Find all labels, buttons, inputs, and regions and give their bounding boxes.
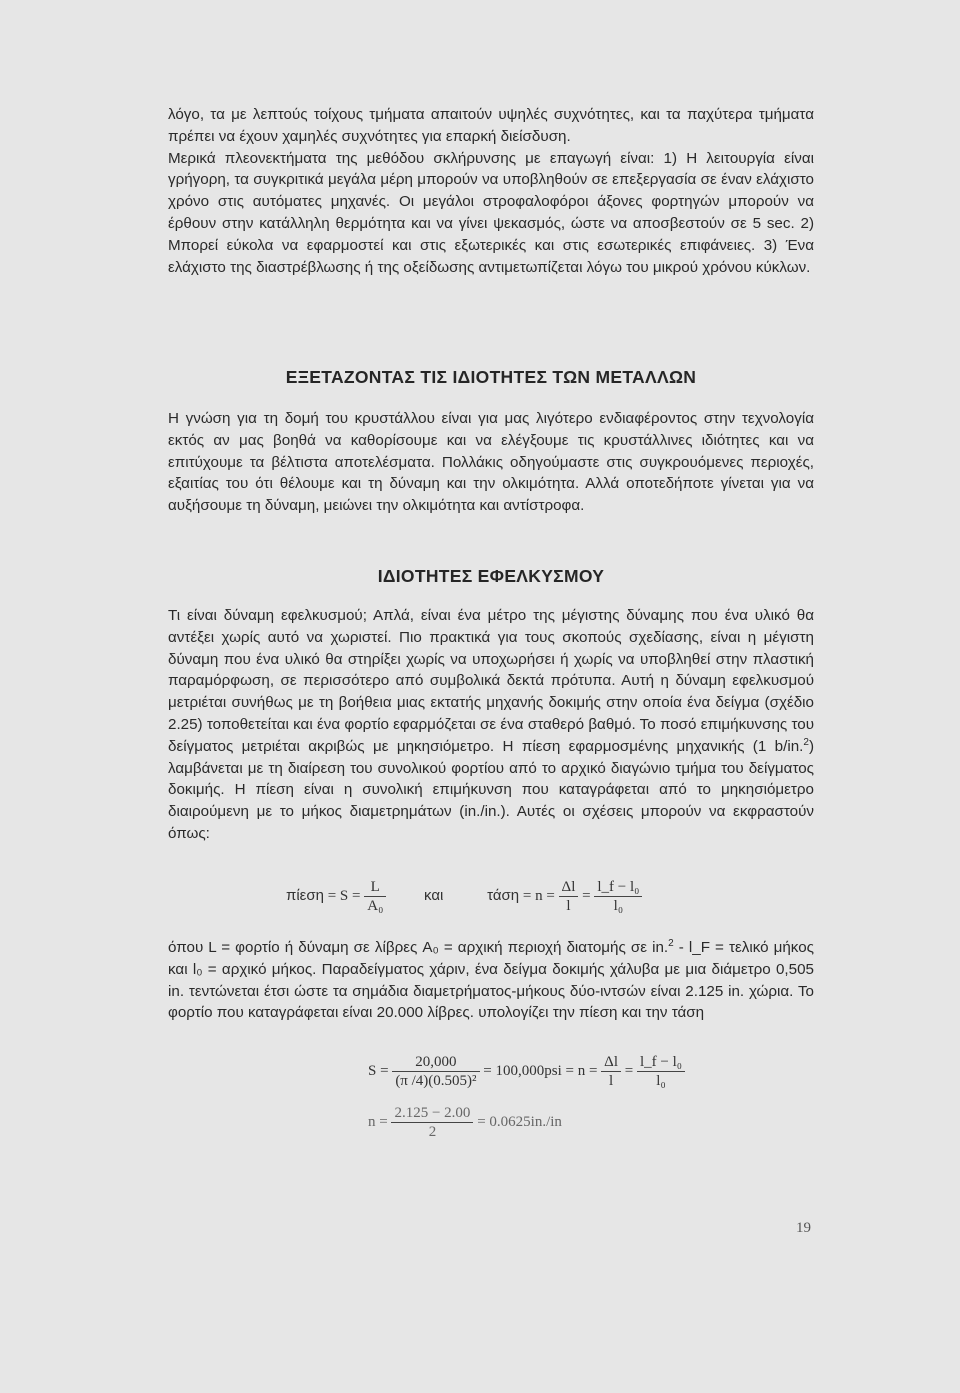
definitions-superscript: 2 — [668, 937, 674, 949]
section2-text-a: Τι είναι δύναμη εφελκυσμού; Απλά, είναι ένα μέτρο της μέγιστης δύναμης που ένα υλικό θα αντέξει χωρίς αυτό να χωριστεί. Πιο πρακτικά για τους σκοπούς σχεδίασης, είναι η μέγιστη δύναμη που ένα υλικό θα στηρίξει χωρίς να υποχωρήσει ή χωρίς να υποβληθεί στην πλαστική παραμόρφωση, σε περισσότερο από συμβολικά δεκτά πρότυπα. Αυτή η δύναμη εφελκυσμού μετριέται συνήθως με τη βοήθεια μιας εκτατής μηχανής δοκιμής στην οποία ένα δείγμα (σχέδιο 2.25) τοποθετείται και ένα φορτίο εφαρμόζεται σε ένα σταθερό βαθμό. Το ποσό επιμήκυνσης του δείγματος μετριέται ακριβώς με μηκησιόμετρο. Η πίεση εφαρμοσμένης μηχανικής (1 b/in. — [168, 607, 814, 755]
strain-label: τάση — [487, 886, 520, 904]
strain-denominator-1: l — [566, 898, 571, 914]
section1-body — [168, 408, 814, 517]
stress-calc-denominator-3: l₀ — [656, 1073, 666, 1089]
intro-paragraph-2: Μερικά πλεονεκτήματα της μεθόδου σκλήρυνσης με επαγωγή είναι: 1) Η λειτουργία είναι γρήγορη, τα συγκριτικά μεγάλα μέρη μπορούν να υποβληθούν σε επεξεργασία σε έναν ελάχιστο χρόνο στις αυτόματες μηχανές. Οι μεγάλοι στροφαλοφόροι άξονες φορτηγών μπορούν να έρθουν στην κατάλληλη θερμότητα και να γίνει ψεκασμός, ώστε να αποσβεστούν σε 5 sec. 2) Μπορεί εύκολα να εφαρμοστεί και στις εξωτερικές και στις εσωτερικές επιφάνειες. 3) Ένα ελάχιστο της διαστρέβλωσης ή της οξείδωσης αντιμετωπίζεται λόγω του μικρού χρόνου κύκλων. — [168, 149, 814, 276]
strain-denominator-2: l₀ — [613, 898, 624, 914]
stress-calculation-formula — [368, 1053, 788, 1090]
section2-paragraph — [168, 605, 814, 845]
stress-calc-lhs: S = — [368, 1062, 389, 1079]
stress-calc-denominator-2: l — [609, 1073, 614, 1089]
stress-numerator: L — [364, 878, 386, 897]
strain-expression: = n = — [522, 887, 555, 904]
intro-text — [168, 104, 814, 278]
section2-superscript: 2 — [803, 736, 809, 748]
strain-calculation-formula — [368, 1104, 668, 1141]
stress-calc-fraction — [392, 1053, 479, 1090]
intro-paragraph-1: λόγο, τα με λεπτούς τοίχους τμήματα απαιτούν υψηλές συχνότητες, και τα παχύτερα τμήματα πρέπει να έχουν χαμηλές συχνότητες για επαρκή διείσδυση. — [168, 106, 814, 145]
strain-equals: = — [582, 887, 591, 904]
strain-numerator-2: l_f − l₀ — [594, 878, 642, 897]
strain-calc-numerator: 2.125 − 2.00 — [391, 1104, 473, 1123]
definitions-text-a: όπου L = φορτίο ή δύναμη σε λίβρες A₀ = αρχική περιοχή διατομής σε in. — [168, 939, 669, 956]
section-heading-metal-properties: ΕΞΕΤΑΖΟΝΤΑΣ ΤΙΣ ΙΔΙΟΤΗΤΕΣ ΤΩΝ ΜΕΤΑΛΛΩΝ — [285, 367, 697, 387]
stress-calc-middle: = 100,000psi = n = — [483, 1062, 598, 1079]
stress-calc-denominator: (π /4)(0.505)² — [395, 1073, 477, 1089]
page-number: 19 — [796, 1220, 811, 1236]
definitions-text — [168, 937, 814, 1024]
section2-body — [168, 605, 814, 845]
definitions-paragraph — [168, 937, 814, 1024]
strain-fraction-1 — [559, 878, 579, 915]
stress-calc-numerator-2: Δl — [601, 1053, 621, 1072]
stress-calc-numerator-3: l_f − l₀ — [637, 1053, 685, 1072]
definitions-text-b: - l_F = τελικό μήκος και l₀ = αρχικό μήκος. Παραδείγματος χάριν, ένα δείγμα δοκιμής χάλυβα με μια διάμετρο 0,505 in. τεντώνεται έτσι ώστε τα σημάδια διαμετρήματος-μήκους δύο-ιντσών είναι 2.125 in. χώρια. Το φορτίο που καταγράφεται είναι 20.000 λίβρες. υπολογίζει την πίεση και την τάση — [168, 939, 814, 1022]
section2-text-b: ) λαμβάνεται με τη διαίρεση του συνολικού φορτίου από το αρχικό διαγώνιο τμήμα του δείγματος δοκιμής. Η πίεση είναι η συνολική επιμήκυνση που καταγράφεται από το μηκησιόμετρο διαιρούμενη με το μήκος διαμετρημάτων (in./in.). Αυτές οι σχέσεις μπορούν να εκφραστούν όπως: — [168, 737, 814, 842]
strain-numerator-1: Δl — [559, 878, 579, 897]
strain-calc-lhs: n = — [368, 1113, 388, 1130]
section-heading-tensile-properties: ΙΔΙΟΤΗΤΕΣ ΕΦΕΛΚΥΣΜΟΥ — [377, 566, 605, 586]
stress-label: πίεση — [286, 886, 324, 904]
stress-calc-equals: = — [624, 1062, 634, 1079]
strain-calc-fraction — [391, 1104, 473, 1141]
strain-fraction-2 — [594, 878, 642, 915]
stress-expression: = S = — [327, 887, 361, 904]
and-label: και — [424, 886, 444, 904]
section1-paragraph: Η γνώση για τη δομή του κρυστάλλου είναι για μας λιγότερο ενδιαφέροντος στην τεχνολογία εκτός αν μας βοηθά να καθορίσουμε και να ελέγξουμε τις κρυστάλλινες ιδιότητες και να επιτύχουμε τα βέλτιστα αποτελέσματα. Πολλάκις οδηγούμαστε στις συγκρουόμενες περιοχές, εξαιτίας του ότι θέλουμε και τη δύναμη και την ολκιμότητα. Αλλά οποτεδήποτε γίνεται για να αυξήσουμε τη δύναμη, μειώνει την ολκιμότητα και αντίστροφα. — [168, 410, 814, 515]
stress-calc-fraction-2 — [601, 1053, 621, 1090]
strain-calc-denominator: 2 — [428, 1124, 437, 1140]
strain-calc-rhs: = 0.0625in./in — [477, 1113, 562, 1130]
stress-denominator: A₀ — [367, 898, 384, 914]
stress-calc-fraction-3 — [637, 1053, 685, 1090]
stress-strain-formula — [286, 878, 706, 915]
stress-calc-numerator: 20,000 — [392, 1053, 479, 1072]
stress-fraction — [364, 878, 386, 915]
